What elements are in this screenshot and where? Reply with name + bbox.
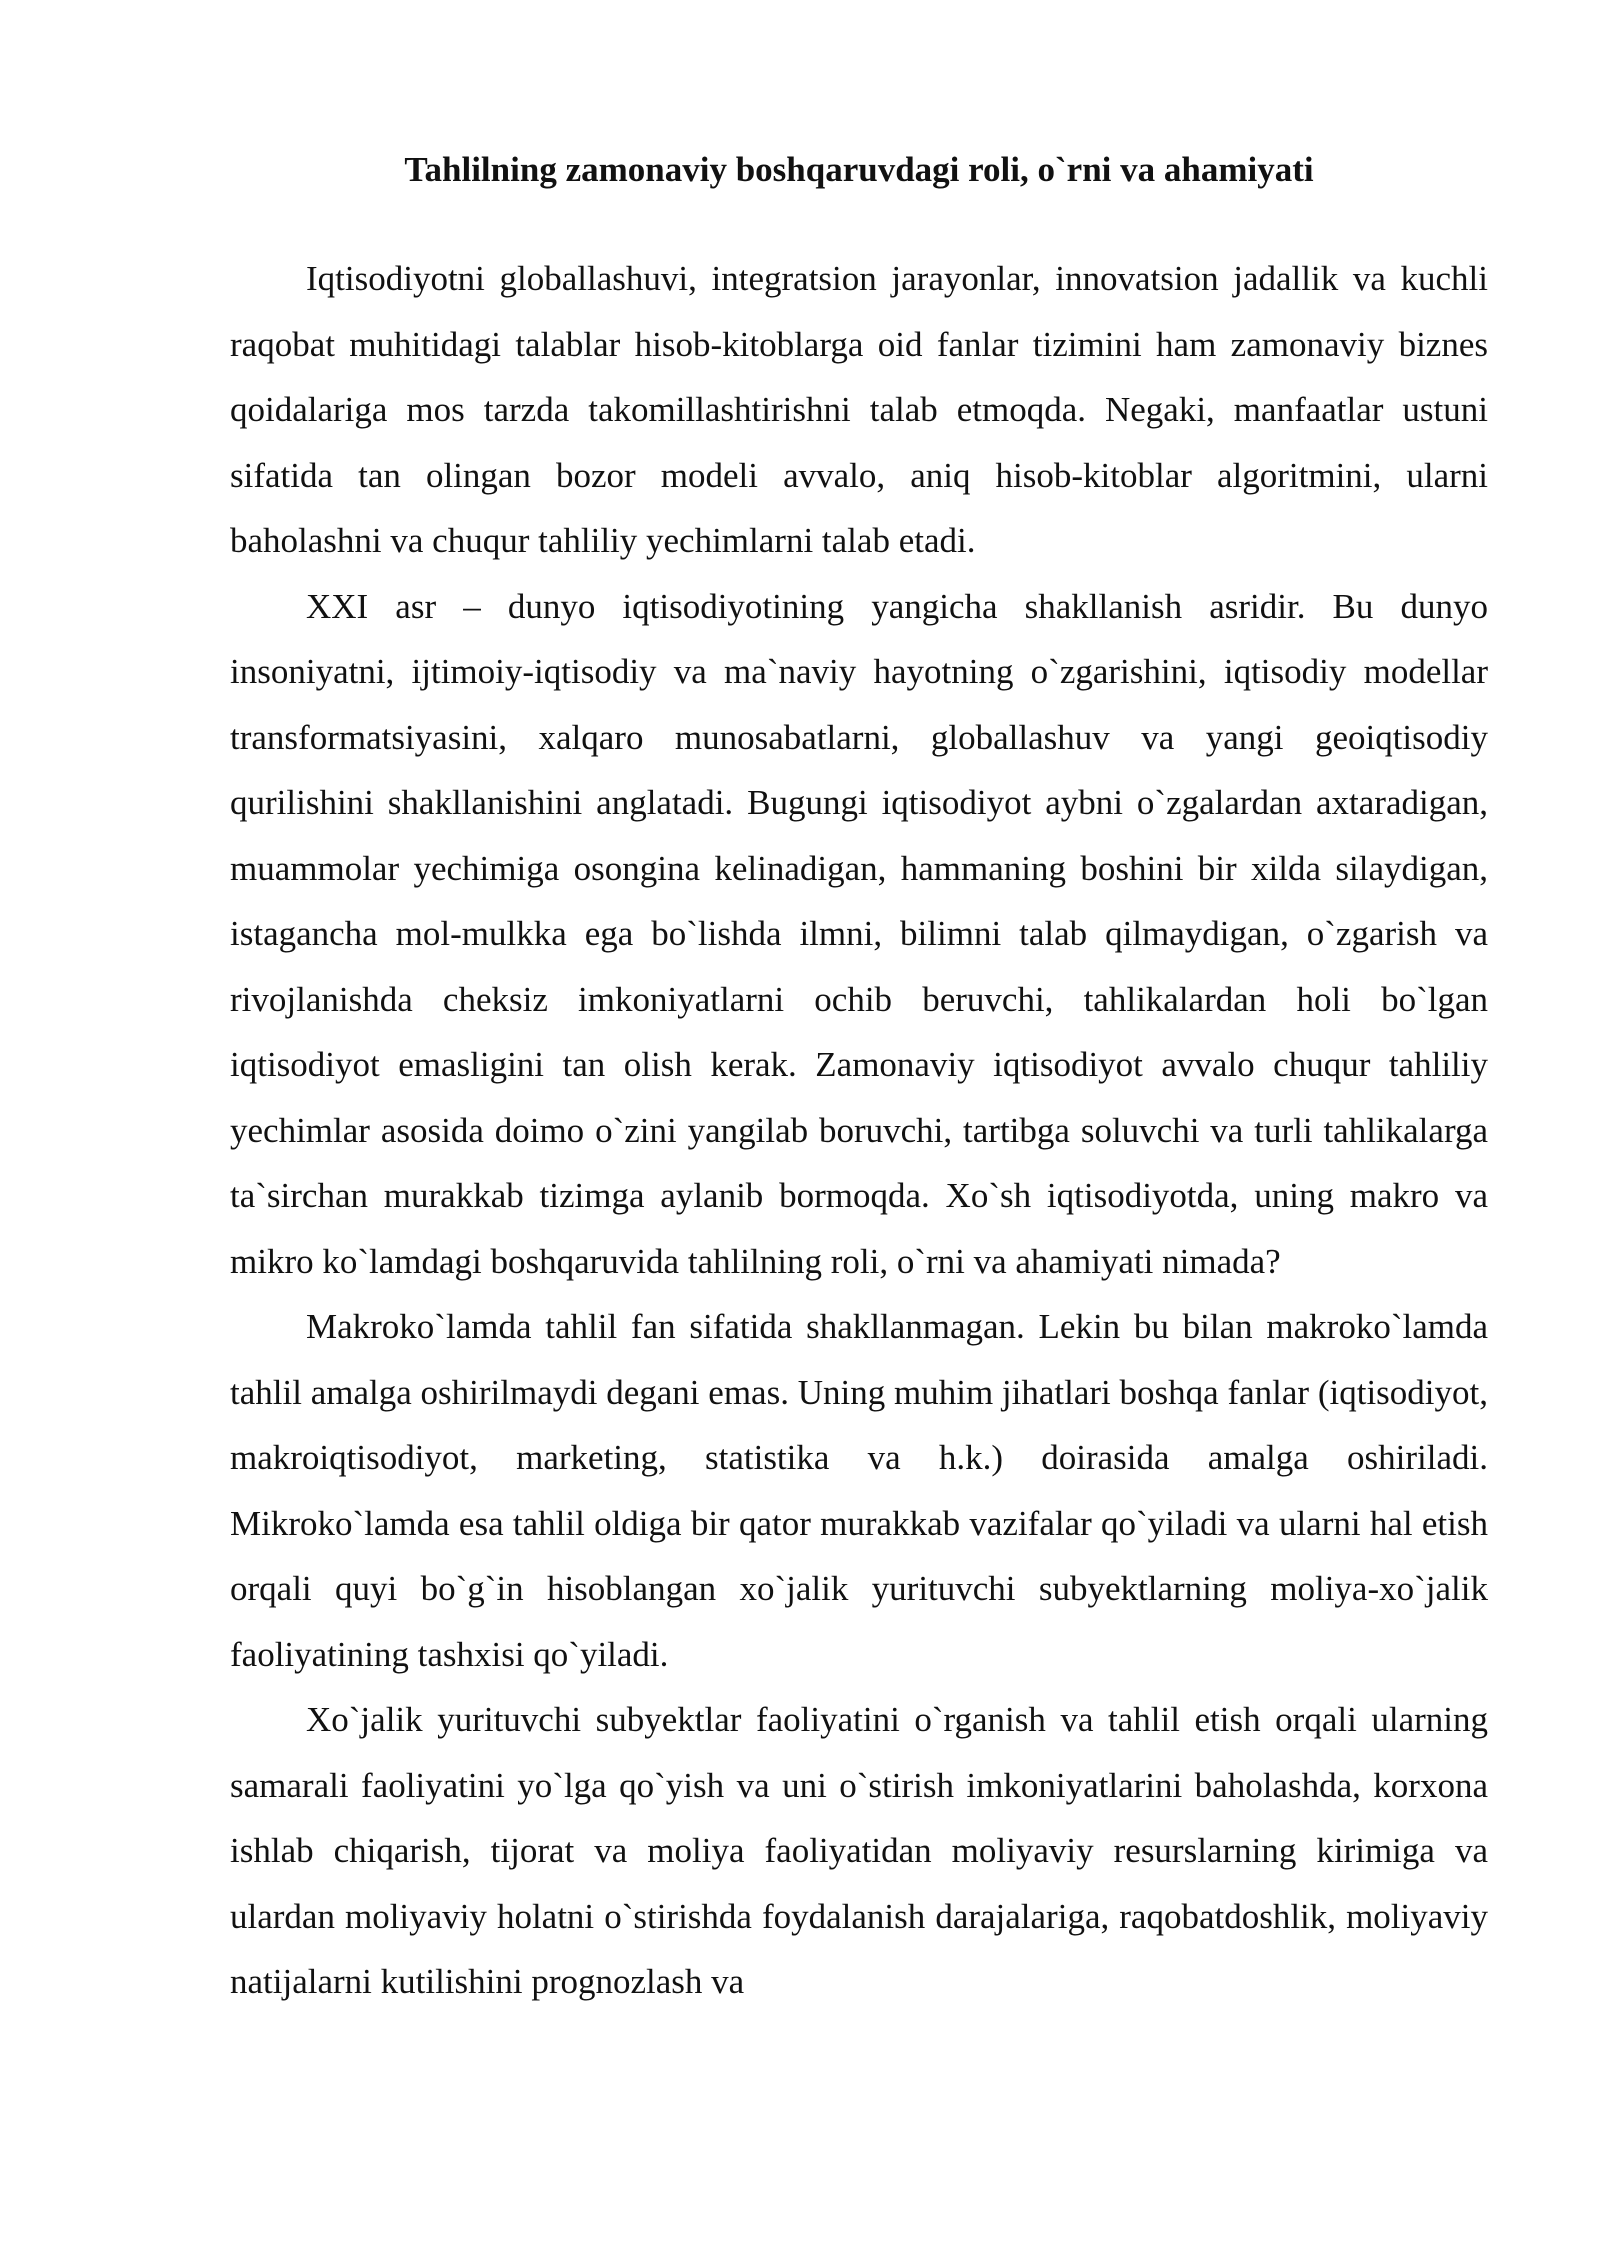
paragraph-4: Xo`jalik yurituvchi subyektlar faoliyatini o`rganish va tahlil etish orqali ularning samarali faoliyatini yo`lga qo`yish va uni o`stirish imkoniyatlarini baholashda, korxona ishlab chiqarish, tijorat va moliya faoliyatidan moliyaviy resurslarning kirimiga va ulardan moliyaviy holatni o`stirishda foydalanish darajalariga, raqobatdoshlik, moliyaviy natijalarni kutilishini prognozlash va xyxy=(230,1700,1488,2001)
paragraph-1: Iqtisodiyotni globallashuvi, integratsion jarayonlar, innovatsion jadallik va kuchli raqobat muhitidagi talablar hisob-kitoblarga oid fanlar tizimini ham zamonaviy biznes qoidalariga mos tarzda takomillashtirishni talab etmoqda. Negaki, manfaatlar ustuni sifatida tan olingan bozor modeli avvalo, aniq hisob-kitoblar algoritmini, ularni baholashni va chuqur tahliliy yechimlarni talab etadi. xyxy=(230,259,1488,560)
paragraph-2: XXI asr – dunyo iqtisodiyotining yangicha shakllanish asridir. Bu dunyo insoniyatni, ijtimoiy-iqtisodiy va ma`naviy hayotning o`zgarishini, iqtisodiy modellar transformatsiyasini, xalqaro munosabatlarni, globallashuv va yangi geoiqtisodiy qurilishini shakllanishini anglatadi. Bugungi iqtisodiyot aybni o`zgalardan axtaradigan, muammolar yechimiga osongina kelinadigan, hammaning boshini bir xilda silaydigan, istagancha mol-mulkka ega bo`lishda ilmni, bilimni talab qilmaydigan, o`zgarish va rivojlanishda cheksiz imkoniyatlarni ochib beruvchi, tahlikalardan holi bo`lgan iqtisodiyot emasligini tan olish kerak. Zamonaviy iqtisodiyot avvalo chuqur tahliliy yechimlar asosida doimo o`zini yangilab boruvchi, tartibga soluvchi va turli tahlikalarga ta`sirchan murakkab tizimga aylanib bormoqda. Xo`sh iqtisodiyotda, uning makro va mikro ko`lamdagi boshqaruvida tahlilning roli, o`rni va ahamiyati nimada? xyxy=(230,586,1488,1281)
document-page xyxy=(230,150,1488,2015)
paragraph-3: Makroko`lamda tahlil fan sifatida shakllanmagan. Lekin bu bilan makroko`lamda tahlil amalga oshirilmaydi degani emas. Uning muhim jihatlari boshqa fanlar (iqtisodiyot, makroiqtisodiyot, marketing, statistika va h.k.) doirasida amalga oshiriladi. Mikroko`lamda esa tahlil oldiga bir qator murakkab vazifalar qo`yiladi va ularni hal etish orqali quyi bo`g`in hisoblangan xo`jalik yurituvchi subyektlarning moliya-xo`jalik faoliyatining tashxisi qo`yiladi. xyxy=(230,1307,1488,1674)
document-title: Tahlilning zamonaviy boshqaruvdagi roli, o`rni va ahamiyati xyxy=(404,150,1314,189)
